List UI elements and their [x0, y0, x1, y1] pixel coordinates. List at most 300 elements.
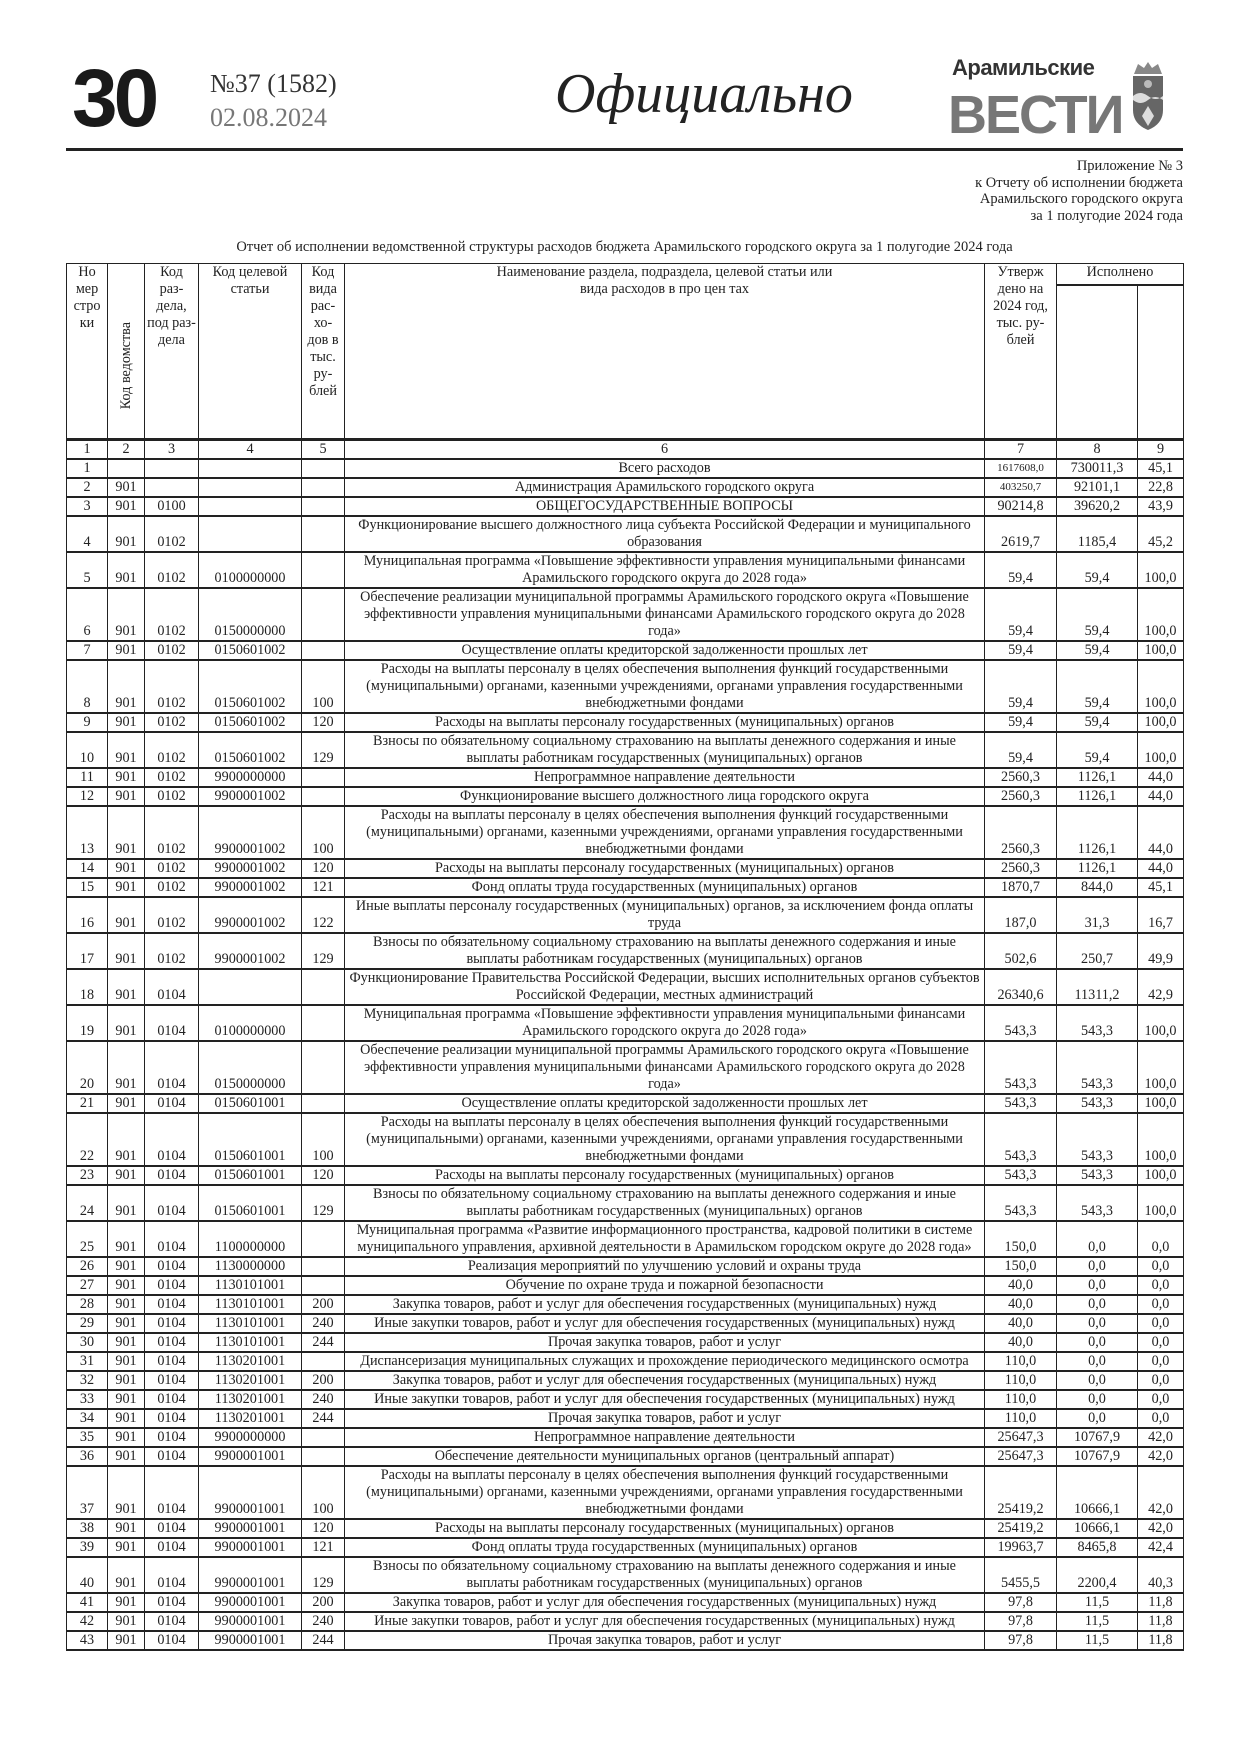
- target-code: 0100000000: [199, 1005, 302, 1041]
- executed-percent: 100,0: [1138, 1185, 1184, 1221]
- executed-percent: 100,0: [1138, 732, 1184, 768]
- approved-amount: 59,4: [985, 588, 1057, 641]
- section-code: 0104: [145, 1612, 199, 1631]
- item-name: Муниципальная программа «Повышение эффективности управления муниципальными финансами Арамильского городского округа до 2028 года»: [345, 552, 985, 588]
- dept-code: 901: [108, 660, 145, 713]
- col-header-executed-percent: [1138, 285, 1184, 440]
- approved-amount: 25419,2: [985, 1519, 1057, 1538]
- executed-percent: 40,3: [1138, 1557, 1184, 1593]
- dept-code: 901: [108, 1333, 145, 1352]
- table-row: [67, 1113, 1184, 1166]
- approved-amount: 403250,7: [985, 478, 1057, 497]
- section-code: 0102: [145, 516, 199, 552]
- table-row: [67, 588, 1184, 641]
- executed-percent: 100,0: [1138, 588, 1184, 641]
- kind-code: 122: [302, 897, 345, 933]
- executed-amount: 0,0: [1057, 1221, 1138, 1257]
- kind-code: 240: [302, 1612, 345, 1631]
- executed-percent: 100,0: [1138, 713, 1184, 732]
- dept-code: 901: [108, 641, 145, 660]
- executed-amount: 543,3: [1057, 1185, 1138, 1221]
- table-row: [67, 806, 1184, 859]
- approved-amount: 150,0: [985, 1257, 1057, 1276]
- executed-amount: 0,0: [1057, 1295, 1138, 1314]
- item-name: Фонд оплаты труда государственных (муниципальных) органов: [345, 878, 985, 897]
- executed-percent: 42,0: [1138, 1466, 1184, 1519]
- col-header-dept-text: Код ведомства: [117, 321, 134, 409]
- row-number: 9: [67, 713, 108, 732]
- approved-amount: 59,4: [985, 732, 1057, 768]
- row-number: 16: [67, 897, 108, 933]
- target-code: 0150601002: [199, 732, 302, 768]
- row-number: 25: [67, 1221, 108, 1257]
- table-row: [67, 478, 1184, 497]
- executed-amount: 11,5: [1057, 1631, 1138, 1650]
- executed-percent: 42,9: [1138, 969, 1184, 1005]
- target-code: 1130201001: [199, 1371, 302, 1390]
- item-name: Прочая закупка товаров, работ и услуг: [345, 1333, 985, 1352]
- col-header-executed-amount: [1057, 285, 1138, 440]
- target-code: 1130000000: [199, 1257, 302, 1276]
- target-code: 9900001001: [199, 1631, 302, 1650]
- executed-amount: 59,4: [1057, 713, 1138, 732]
- approved-amount: 502,6: [985, 933, 1057, 969]
- dept-code: 901: [108, 1631, 145, 1650]
- table-row: [67, 713, 1184, 732]
- approved-amount: 2560,3: [985, 768, 1057, 787]
- approved-amount: 150,0: [985, 1221, 1057, 1257]
- target-code: 9900001001: [199, 1612, 302, 1631]
- row-number: 21: [67, 1094, 108, 1113]
- executed-percent: 100,0: [1138, 660, 1184, 713]
- kind-code: [302, 459, 345, 478]
- approved-amount: 543,3: [985, 1005, 1057, 1041]
- kind-code: 120: [302, 1519, 345, 1538]
- kind-code: [302, 768, 345, 787]
- approved-amount: 97,8: [985, 1593, 1057, 1612]
- approved-amount: 59,4: [985, 713, 1057, 732]
- item-name: Иные закупки товаров, работ и услуг для обеспечения государственных (муниципальных) нужд: [345, 1314, 985, 1333]
- table-row: [67, 1314, 1184, 1333]
- col-header-section: Код раз- дела, под раз- дела: [145, 264, 199, 440]
- executed-percent: 0,0: [1138, 1314, 1184, 1333]
- table-row: [67, 660, 1184, 713]
- row-number: 27: [67, 1276, 108, 1295]
- table-row: [67, 732, 1184, 768]
- logo-top-text: Арамильские: [952, 55, 1095, 80]
- dept-code: 901: [108, 1557, 145, 1593]
- section-code: 0104: [145, 1005, 199, 1041]
- row-number: 5: [67, 552, 108, 588]
- table-row: [67, 1519, 1184, 1538]
- approved-amount: 543,3: [985, 1185, 1057, 1221]
- section-code: 0104: [145, 969, 199, 1005]
- appendix-line: Приложение № 3: [1076, 158, 1183, 174]
- target-code: 9900001002: [199, 787, 302, 806]
- column-number: 9: [1138, 440, 1184, 460]
- item-name: Взносы по обязательному социальному страхованию на выплаты денежного содержания и иные выплаты работникам государственных (муниципальных) органов: [345, 732, 985, 768]
- item-name: Взносы по обязательному социальному страхованию на выплаты денежного содержания и иные выплаты работникам государственных (муниципальных) органов: [345, 1557, 985, 1593]
- executed-percent: 43,9: [1138, 497, 1184, 516]
- kind-code: [302, 641, 345, 660]
- item-name: Непрограммное направление деятельности: [345, 1428, 985, 1447]
- table-row: [67, 1352, 1184, 1371]
- target-code: 1130201001: [199, 1390, 302, 1409]
- item-name: Диспансеризация муниципальных служащих и прохождение периодического медицинского осмотра: [345, 1352, 985, 1371]
- col-header-kind: Код вида рас- хо- дов в тыс. ру- блей: [302, 264, 345, 440]
- approved-amount: 40,0: [985, 1333, 1057, 1352]
- table-row: [67, 1221, 1184, 1257]
- section-code: 0104: [145, 1094, 199, 1113]
- section-code: 0104: [145, 1593, 199, 1612]
- row-number: 20: [67, 1041, 108, 1094]
- row-number: 2: [67, 478, 108, 497]
- section-code: 0104: [145, 1466, 199, 1519]
- executed-amount: 39620,2: [1057, 497, 1138, 516]
- approved-amount: 110,0: [985, 1352, 1057, 1371]
- dept-code: 901: [108, 478, 145, 497]
- table-row: [67, 1428, 1184, 1447]
- executed-amount: 0,0: [1057, 1257, 1138, 1276]
- header-rule: [66, 148, 1183, 151]
- approved-amount: 110,0: [985, 1371, 1057, 1390]
- kind-code: 100: [302, 660, 345, 713]
- row-number: 14: [67, 859, 108, 878]
- coat-of-arms-icon: [1130, 60, 1166, 132]
- table-row: [67, 1041, 1184, 1094]
- kind-code: [302, 787, 345, 806]
- executed-amount: 730011,3: [1057, 459, 1138, 478]
- executed-percent: 11,8: [1138, 1612, 1184, 1631]
- table-row: [67, 1466, 1184, 1519]
- row-number: 12: [67, 787, 108, 806]
- table-row: [67, 768, 1184, 787]
- kind-code: [302, 1094, 345, 1113]
- executed-amount: 8465,8: [1057, 1538, 1138, 1557]
- item-name: Обучение по охране труда и пожарной безопасности: [345, 1276, 985, 1295]
- table-row: [67, 1447, 1184, 1466]
- appendix-note: [975, 158, 1183, 224]
- executed-amount: 1185,4: [1057, 516, 1138, 552]
- item-name: Иные закупки товаров, работ и услуг для обеспечения государственных (муниципальных) нужд: [345, 1390, 985, 1409]
- approved-amount: 25647,3: [985, 1428, 1057, 1447]
- kind-code: [302, 1352, 345, 1371]
- approved-amount: 25419,2: [985, 1466, 1057, 1519]
- section-code: 0104: [145, 1447, 199, 1466]
- row-number: 19: [67, 1005, 108, 1041]
- col-header-target: Код целевой статьи: [199, 264, 302, 440]
- target-code: 9900000000: [199, 768, 302, 787]
- item-name: Иные выплаты персоналу государственных (муниципальных) органов, за исключением фонда оплаты труда: [345, 897, 985, 933]
- appendix-line: за 1 полугодие 2024 года: [1030, 207, 1183, 224]
- section-code: 0104: [145, 1295, 199, 1314]
- section-code: 0104: [145, 1390, 199, 1409]
- section-code: 0104: [145, 1519, 199, 1538]
- section-code: 0102: [145, 897, 199, 933]
- target-code: 9900001001: [199, 1447, 302, 1466]
- section-code: 0102: [145, 933, 199, 969]
- kind-code: 129: [302, 1557, 345, 1593]
- item-name: Закупка товаров, работ и услуг для обеспечения государственных (муниципальных) нужд: [345, 1295, 985, 1314]
- executed-amount: 1126,1: [1057, 806, 1138, 859]
- approved-amount: 40,0: [985, 1314, 1057, 1333]
- target-code: 1130201001: [199, 1409, 302, 1428]
- kind-code: [302, 1041, 345, 1094]
- kind-code: 240: [302, 1390, 345, 1409]
- dept-code: 901: [108, 897, 145, 933]
- table-row: [67, 1612, 1184, 1631]
- executed-percent: 100,0: [1138, 552, 1184, 588]
- dept-code: 901: [108, 1041, 145, 1094]
- col-header-num: Но мер стро ки: [67, 264, 108, 440]
- approved-amount: 543,3: [985, 1041, 1057, 1094]
- executed-percent: 45,1: [1138, 878, 1184, 897]
- row-number: 30: [67, 1333, 108, 1352]
- executed-percent: 16,7: [1138, 897, 1184, 933]
- target-code: 9900001002: [199, 897, 302, 933]
- executed-percent: 44,0: [1138, 859, 1184, 878]
- kind-code: 200: [302, 1593, 345, 1612]
- dept-code: 901: [108, 713, 145, 732]
- section-code: 0102: [145, 859, 199, 878]
- executed-amount: 1126,1: [1057, 787, 1138, 806]
- section-code: 0104: [145, 1185, 199, 1221]
- column-number: 5: [302, 440, 345, 460]
- executed-percent: 42,0: [1138, 1428, 1184, 1447]
- item-name: Реализация мероприятий по улучшению условий и охраны труда: [345, 1257, 985, 1276]
- section-code: 0102: [145, 660, 199, 713]
- target-code: 1130101001: [199, 1295, 302, 1314]
- item-name: Осуществление оплаты кредиторской задолженности прошлых лет: [345, 1094, 985, 1113]
- section-code: 0102: [145, 713, 199, 732]
- row-number: 13: [67, 806, 108, 859]
- col-header-name: Наименование раздела, подраздела, целевой статьи или вида расходов в про цен тах: [345, 264, 985, 440]
- table-row: [67, 552, 1184, 588]
- dept-code: 901: [108, 1005, 145, 1041]
- report-title: Отчет об исполнении ведомственной структуры расходов бюджета Арамильского городского округа за 1 полугодие 2024 года: [236, 239, 1013, 255]
- table-row: [67, 859, 1184, 878]
- row-number: 39: [67, 1538, 108, 1557]
- approved-amount: 5455,5: [985, 1557, 1057, 1593]
- kind-code: 100: [302, 806, 345, 859]
- kind-code: 240: [302, 1314, 345, 1333]
- table-row: [67, 933, 1184, 969]
- item-name: Расходы на выплаты персоналу в целях обеспечения выполнения функций государственными (муниципальными) органами, казенными учреждениями, органами управления государственными внебюджетными фондами: [345, 806, 985, 859]
- target-code: 0150601002: [199, 641, 302, 660]
- row-number: 18: [67, 969, 108, 1005]
- dept-code: 901: [108, 878, 145, 897]
- item-name: Прочая закупка товаров, работ и услуг: [345, 1631, 985, 1650]
- approved-amount: 2560,3: [985, 806, 1057, 859]
- executed-amount: 0,0: [1057, 1371, 1138, 1390]
- row-number: 29: [67, 1314, 108, 1333]
- executed-amount: 543,3: [1057, 1005, 1138, 1041]
- section-code: 0102: [145, 732, 199, 768]
- target-code: 1130201001: [199, 1352, 302, 1371]
- row-number: 28: [67, 1295, 108, 1314]
- target-code: 1130101001: [199, 1333, 302, 1352]
- section-code: 0104: [145, 1409, 199, 1428]
- kind-code: 200: [302, 1371, 345, 1390]
- item-name: Расходы на выплаты персоналу государственных (муниципальных) органов: [345, 713, 985, 732]
- item-name: Иные закупки товаров, работ и услуг для обеспечения государственных (муниципальных) нужд: [345, 1612, 985, 1631]
- executed-amount: 10767,9: [1057, 1428, 1138, 1447]
- row-number: 4: [67, 516, 108, 552]
- kind-code: [302, 1276, 345, 1295]
- dept-code: 901: [108, 768, 145, 787]
- section-code: 0102: [145, 641, 199, 660]
- kind-code: [302, 1005, 345, 1041]
- table-row: [67, 1538, 1184, 1557]
- table-row: [67, 1631, 1184, 1650]
- dept-code: 901: [108, 552, 145, 588]
- executed-percent: 11,8: [1138, 1631, 1184, 1650]
- section-code: [145, 459, 199, 478]
- kind-code: [302, 1428, 345, 1447]
- executed-amount: 1126,1: [1057, 768, 1138, 787]
- appendix-line: к Отчету об исполнении бюджета: [975, 174, 1183, 191]
- kind-code: [302, 478, 345, 497]
- approved-amount: 40,0: [985, 1295, 1057, 1314]
- executed-amount: 543,3: [1057, 1113, 1138, 1166]
- executed-amount: 59,4: [1057, 660, 1138, 713]
- table-row: [67, 878, 1184, 897]
- row-number: 10: [67, 732, 108, 768]
- section-code: 0104: [145, 1333, 199, 1352]
- dept-code: 901: [108, 1409, 145, 1428]
- kind-code: [302, 516, 345, 552]
- col-header-executed: Исполнено: [1057, 264, 1184, 285]
- item-name: Фонд оплаты труда государственных (муниципальных) органов: [345, 1538, 985, 1557]
- row-number: 15: [67, 878, 108, 897]
- table-row: [67, 1276, 1184, 1295]
- section-code: 0104: [145, 1166, 199, 1185]
- item-name: Взносы по обязательному социальному страхованию на выплаты денежного содержания и иные выплаты работникам государственных (муниципальных) органов: [345, 933, 985, 969]
- target-code: 0150601002: [199, 713, 302, 732]
- target-code: 0150601001: [199, 1113, 302, 1166]
- executed-percent: 42,0: [1138, 1447, 1184, 1466]
- kind-code: [302, 1447, 345, 1466]
- executed-amount: 11,5: [1057, 1593, 1138, 1612]
- dept-code: 901: [108, 1428, 145, 1447]
- kind-code: 244: [302, 1631, 345, 1650]
- section-code: 0104: [145, 1314, 199, 1333]
- executed-percent: 45,2: [1138, 516, 1184, 552]
- section-code: 0104: [145, 1276, 199, 1295]
- target-code: 9900000000: [199, 1428, 302, 1447]
- kind-code: [302, 969, 345, 1005]
- item-name: Функционирование высшего должностного лица субъекта Российской Федерации и муниципального образования: [345, 516, 985, 552]
- approved-amount: 26340,6: [985, 969, 1057, 1005]
- executed-percent: 45,1: [1138, 459, 1184, 478]
- section-code: 0104: [145, 1428, 199, 1447]
- page-number: 30: [72, 53, 156, 144]
- item-name: Расходы на выплаты персоналу государственных (муниципальных) органов: [345, 859, 985, 878]
- executed-percent: 100,0: [1138, 1005, 1184, 1041]
- table-row: [67, 1409, 1184, 1428]
- expenditure-table: [66, 263, 1184, 1651]
- target-code: [199, 969, 302, 1005]
- approved-amount: 110,0: [985, 1409, 1057, 1428]
- appendix-line: Арамильского городского округа: [979, 191, 1183, 207]
- table-row: [67, 787, 1184, 806]
- approved-amount: 2619,7: [985, 516, 1057, 552]
- approved-amount: 90214,8: [985, 497, 1057, 516]
- executed-percent: 42,4: [1138, 1538, 1184, 1557]
- target-code: 0150601001: [199, 1185, 302, 1221]
- executed-amount: 0,0: [1057, 1333, 1138, 1352]
- item-name: Администрация Арамильского городского округа: [345, 478, 985, 497]
- approved-amount: 2560,3: [985, 859, 1057, 878]
- item-name: ОБЩЕГОСУДАРСТВЕННЫЕ ВОПРОСЫ: [345, 497, 985, 516]
- section-code: 0104: [145, 1352, 199, 1371]
- target-code: 9900001002: [199, 806, 302, 859]
- item-name: Расходы на выплаты персоналу в целях обеспечения выполнения функций государственными (муниципальными) органами, казенными учреждениями, органами управления государственными внебюджетными фондами: [345, 1113, 985, 1166]
- executed-percent: 100,0: [1138, 1166, 1184, 1185]
- executed-amount: 543,3: [1057, 1094, 1138, 1113]
- item-name: Расходы на выплаты персоналу в целях обеспечения выполнения функций государственными (муниципальными) органами, казенными учреждениями, органами управления государственными внебюджетными фондами: [345, 1466, 985, 1519]
- executed-amount: 10666,1: [1057, 1466, 1138, 1519]
- item-name: Функционирование высшего должностного лица городского округа: [345, 787, 985, 806]
- section-title: Официально: [555, 63, 853, 125]
- executed-amount: 11,5: [1057, 1612, 1138, 1631]
- target-code: 9900001001: [199, 1557, 302, 1593]
- kind-code: 121: [302, 878, 345, 897]
- executed-percent: 100,0: [1138, 1113, 1184, 1166]
- executed-percent: 0,0: [1138, 1276, 1184, 1295]
- row-number: 7: [67, 641, 108, 660]
- executed-amount: 31,3: [1057, 897, 1138, 933]
- row-number: 11: [67, 768, 108, 787]
- executed-amount: 543,3: [1057, 1166, 1138, 1185]
- table-row: [67, 516, 1184, 552]
- section-code: 0100: [145, 497, 199, 516]
- kind-code: [302, 1221, 345, 1257]
- row-number: 22: [67, 1113, 108, 1166]
- executed-percent: 0,0: [1138, 1257, 1184, 1276]
- row-number: 33: [67, 1390, 108, 1409]
- row-number: 41: [67, 1593, 108, 1612]
- kind-code: 120: [302, 859, 345, 878]
- executed-percent: 0,0: [1138, 1221, 1184, 1257]
- executed-percent: 44,0: [1138, 806, 1184, 859]
- dept-code: 901: [108, 1390, 145, 1409]
- col-header-approved: Утверж дено на 2024 год, тыс. ру- блей: [985, 264, 1057, 440]
- section-code: 0102: [145, 806, 199, 859]
- target-code: 9900001001: [199, 1538, 302, 1557]
- item-name: Обеспечение деятельности муниципальных органов (центральный аппарат): [345, 1447, 985, 1466]
- dept-code: 901: [108, 933, 145, 969]
- item-name: Взносы по обязательному социальному страхованию на выплаты денежного содержания и иные выплаты работникам государственных (муниципальных) органов: [345, 1185, 985, 1221]
- target-code: 0150601002: [199, 660, 302, 713]
- approved-amount: 97,8: [985, 1612, 1057, 1631]
- col-header-dept: [108, 264, 145, 440]
- item-name: Обеспечение реализации муниципальной программы Арамильского городского округа «Повышение эффективности управления муниципальными финансами Арамильского городского округа до 2028 года»: [345, 588, 985, 641]
- row-number: 1: [67, 459, 108, 478]
- section-code: 0102: [145, 787, 199, 806]
- dept-code: 901: [108, 1519, 145, 1538]
- approved-amount: 97,8: [985, 1631, 1057, 1650]
- dept-code: 901: [108, 1466, 145, 1519]
- executed-percent: 100,0: [1138, 1094, 1184, 1113]
- row-number: 24: [67, 1185, 108, 1221]
- approved-amount: 25647,3: [985, 1447, 1057, 1466]
- executed-amount: 10767,9: [1057, 1447, 1138, 1466]
- column-number: 4: [199, 440, 302, 460]
- section-code: 0104: [145, 1631, 199, 1650]
- executed-percent: 49,9: [1138, 933, 1184, 969]
- item-name: Непрограммное направление деятельности: [345, 768, 985, 787]
